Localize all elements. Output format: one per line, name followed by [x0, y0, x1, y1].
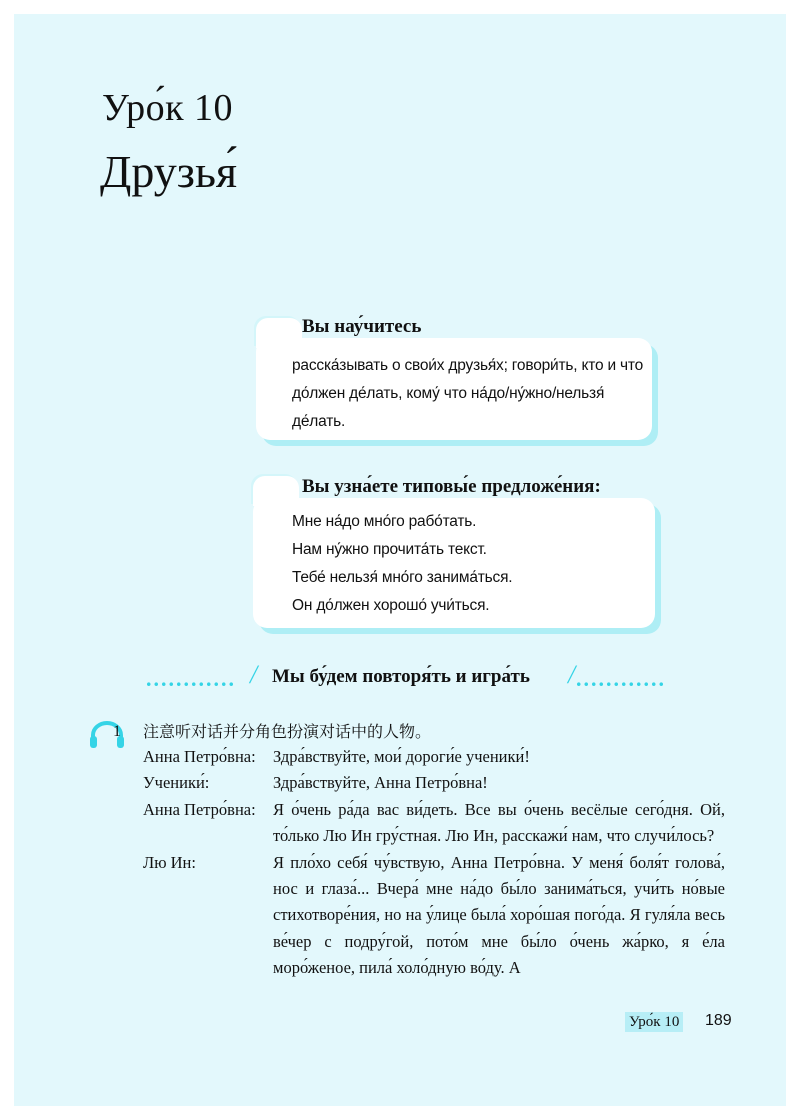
- goal-patterns-heading: Вы узна́ете типовы́е предложе́ния:: [302, 476, 601, 497]
- dialog-line: [143, 744, 725, 770]
- page-number: 189: [705, 1012, 732, 1029]
- divider-slash-left: /: [250, 660, 258, 689]
- pattern-sentence: Нам ну́жно прочита́ть текст.: [292, 541, 487, 558]
- dialog-speaker: Лю Ин:: [143, 852, 196, 872]
- lesson-title: Друзья́: [100, 146, 238, 197]
- section-title: Мы бу́дем повторя́ть и игра́ть: [272, 666, 530, 687]
- exercise-number: 1: [113, 723, 121, 740]
- divider-slash-right: /: [568, 660, 576, 689]
- lesson-number: Уро́к 10: [102, 87, 234, 129]
- pattern-sentence: Тебе́ нельзя́ мно́го занима́ться.: [292, 569, 513, 586]
- dialog-speech: Здра́вствуйте, мои́ дороги́е ученики́!: [273, 747, 530, 766]
- dialog-speaker: Ученики́:: [143, 773, 210, 793]
- section-divider: [130, 658, 690, 698]
- dialog-speech: Я о́чень ра́да вас ви́деть. Все вы о́чень весёлые сего́дня. Ой, то́лько Лю Ин гру́стная. Лю Ин, расскажи́ нам, что случи́лось?: [273, 799, 725, 846]
- dialog-line: [143, 850, 725, 982]
- divider-dots-left: ............: [146, 666, 236, 691]
- footer-lesson-label: Уро́к 10: [625, 1012, 683, 1032]
- goal-patterns-list: [292, 508, 642, 620]
- dialog-speech: Здра́вствуйте, Анна Петро́вна!: [273, 773, 488, 793]
- divider-dots-right: ............: [576, 666, 666, 691]
- dialog-line: [143, 797, 725, 850]
- exercise-instruction: 注意听对话并分角色扮演对话中的人物。: [143, 722, 432, 741]
- dialog-line: [143, 770, 725, 796]
- goal-learn-text: расска́зывать о свои́х друзья́х; говори́ть, кто и что до́лжен де́лать, кому́ что на́до/ну́жно/нельзя́ де́лать.: [292, 357, 644, 430]
- pattern-sentence: Он до́лжен хорошо́ учи́ться.: [292, 597, 490, 614]
- dialog-speaker: Анна Петро́вна:: [143, 799, 256, 819]
- dialog-speaker: Анна Петро́вна:: [143, 747, 256, 766]
- dialog: [143, 744, 725, 982]
- pattern-sentence: Мне на́до мно́го рабо́тать.: [292, 513, 477, 530]
- goal-learn-heading: Вы нау́читесь: [302, 316, 422, 337]
- dialog-speech: Я пло́хо себя́ чу́вствую, Анна Петро́вна. У меня́ боля́т голова́, нос и глаза́... Вчера́ мне на́до бы́ло занима́ться, учи́ть но́вые стихотворе́ния, но на у́лице была́ хоро́шая пого́да. Я гуля́ла весь ве́чер с подру́гой, пото́м мне бы́ло о́чень жа́рко, я е́ла моро́женое, пила́ холо́дную во́ду. А: [273, 852, 725, 978]
